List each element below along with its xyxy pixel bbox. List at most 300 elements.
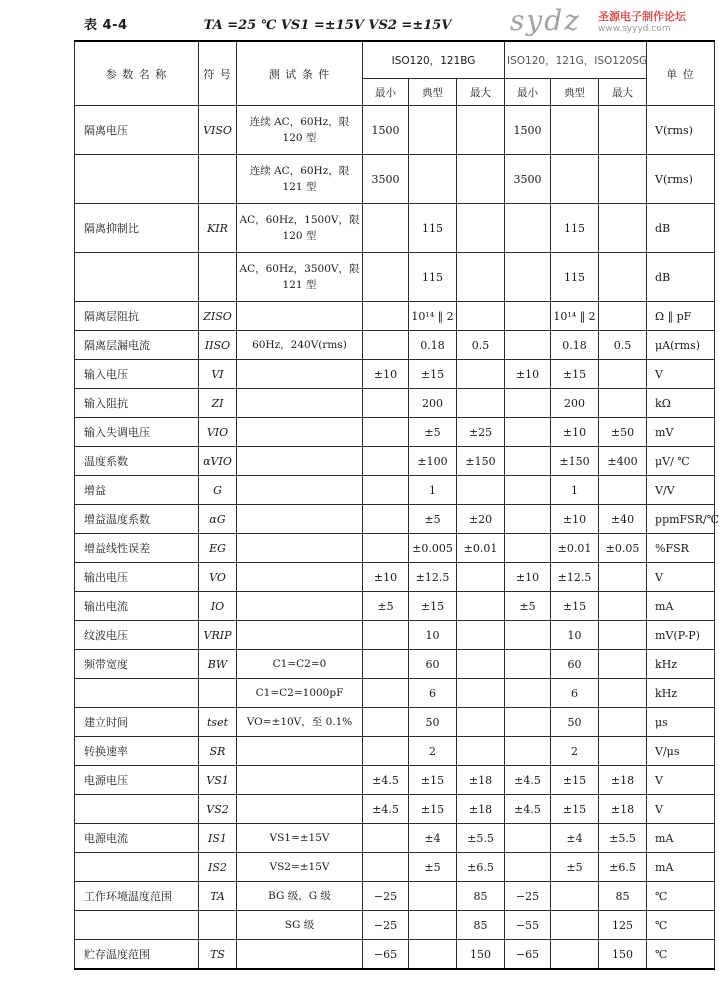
test-condition [237, 505, 363, 534]
value-cell [505, 708, 551, 737]
value-cell: ±5 [409, 853, 457, 882]
unit: mA [647, 592, 715, 621]
symbol: VIO [199, 418, 237, 447]
table-row [75, 882, 715, 911]
value-cell: ±20 [457, 505, 505, 534]
value-cell: ±5.5 [599, 824, 647, 853]
value-cell [363, 331, 409, 360]
param-name: 频带宽度 [75, 650, 199, 679]
table-row [75, 155, 715, 204]
unit: V [647, 360, 715, 389]
header-param: 参 数 名 称 [75, 41, 199, 106]
param-name [75, 911, 199, 940]
value-cell [363, 824, 409, 853]
header-unit: 单 位 [647, 41, 715, 106]
value-cell: ±15 [551, 360, 599, 389]
symbol: VS2 [199, 795, 237, 824]
symbol [199, 679, 237, 708]
symbol: VS1 [199, 766, 237, 795]
test-condition: 60Hz，240V(rms) [237, 331, 363, 360]
value-cell [363, 204, 409, 253]
symbol: TA [199, 882, 237, 911]
value-cell: 0.5 [457, 331, 505, 360]
value-cell: ±4 [409, 824, 457, 853]
header-max: 最大 [599, 79, 647, 106]
table-row [75, 563, 715, 592]
value-cell: 150 [457, 940, 505, 970]
value-cell: ±18 [457, 766, 505, 795]
value-cell: ±10 [363, 563, 409, 592]
value-cell: ±25 [457, 418, 505, 447]
value-cell: 1 [409, 476, 457, 505]
value-cell: −25 [363, 882, 409, 911]
symbol: VI [199, 360, 237, 389]
param-name [75, 155, 199, 204]
test-condition [237, 389, 363, 418]
unit: ℃ [647, 911, 715, 940]
table-row [75, 737, 715, 766]
value-cell: ±12.5 [551, 563, 599, 592]
value-cell: 85 [457, 911, 505, 940]
value-cell: 50 [551, 708, 599, 737]
value-cell [363, 853, 409, 882]
watermark [470, 6, 705, 40]
value-cell [457, 650, 505, 679]
table-row [75, 911, 715, 940]
value-cell: ±5 [409, 418, 457, 447]
header-test-cond: 测 试 条 件 [237, 41, 363, 106]
unit: μV/ ℃ [647, 447, 715, 476]
header-row [75, 41, 715, 79]
value-cell [505, 621, 551, 650]
value-cell [457, 360, 505, 389]
unit: V [647, 563, 715, 592]
value-cell: 10 [409, 621, 457, 650]
symbol: G [199, 476, 237, 505]
value-cell [363, 476, 409, 505]
value-cell [505, 505, 551, 534]
value-cell: −25 [363, 911, 409, 940]
unit: ℃ [647, 882, 715, 911]
unit: V/μs [647, 737, 715, 766]
value-cell: ±6.5 [599, 853, 647, 882]
value-cell [599, 302, 647, 331]
param-name: 建立时间 [75, 708, 199, 737]
table-row [75, 824, 715, 853]
symbol: VO [199, 563, 237, 592]
unit: mV [647, 418, 715, 447]
param-name: 贮存温度范围 [75, 940, 199, 970]
symbol: VRIP [199, 621, 237, 650]
header-max: 最大 [457, 79, 505, 106]
value-cell [599, 679, 647, 708]
value-cell: ±0.01 [457, 534, 505, 563]
param-name: 隔离电压 [75, 106, 199, 155]
unit: ppmFSR/℃ [647, 505, 715, 534]
value-cell [363, 447, 409, 476]
table-row [75, 418, 715, 447]
test-condition [237, 737, 363, 766]
value-cell [599, 106, 647, 155]
test-condition: AC，60Hz，1500V，限 120 型 [237, 204, 363, 253]
value-cell: 85 [599, 882, 647, 911]
param-name: 输入阻抗 [75, 389, 199, 418]
value-cell [551, 940, 599, 970]
value-cell: ±4.5 [363, 795, 409, 824]
value-cell: 200 [409, 389, 457, 418]
value-cell: −65 [505, 940, 551, 970]
test-condition [237, 563, 363, 592]
table-row [75, 621, 715, 650]
param-name: 隔离抑制比 [75, 204, 199, 253]
value-cell: −65 [363, 940, 409, 970]
value-cell: ±4.5 [363, 766, 409, 795]
unit: kHz [647, 650, 715, 679]
value-cell: ±50 [599, 418, 647, 447]
table-row [75, 302, 715, 331]
value-cell: ±4.5 [505, 795, 551, 824]
symbol: BW [199, 650, 237, 679]
value-cell [505, 737, 551, 766]
symbol: EG [199, 534, 237, 563]
unit: kHz [647, 679, 715, 708]
value-cell: ±150 [457, 447, 505, 476]
unit: V [647, 795, 715, 824]
test-condition [237, 534, 363, 563]
table-row [75, 253, 715, 302]
param-name: 输出电压 [75, 563, 199, 592]
value-cell [363, 253, 409, 302]
unit: kΩ [647, 389, 715, 418]
value-cell [599, 360, 647, 389]
value-cell [505, 331, 551, 360]
unit: V [647, 766, 715, 795]
param-name: 工作环境温度范围 [75, 882, 199, 911]
unit: mV(P-P) [647, 621, 715, 650]
value-cell: 0.5 [599, 331, 647, 360]
value-cell [505, 853, 551, 882]
watermark-logo: sydz [510, 4, 581, 37]
value-cell [505, 476, 551, 505]
table-row [75, 679, 715, 708]
value-cell [505, 389, 551, 418]
value-cell [505, 418, 551, 447]
param-name: 增益温度系数 [75, 505, 199, 534]
unit: dB [647, 204, 715, 253]
param-name: 输入失调电压 [75, 418, 199, 447]
test-conditions: TA =25 ℃ VS1 =±15V VS2 =±15V [203, 18, 452, 33]
value-cell: 85 [457, 882, 505, 911]
value-cell [599, 563, 647, 592]
value-cell [505, 824, 551, 853]
value-cell: −25 [505, 882, 551, 911]
value-cell [505, 302, 551, 331]
value-cell: 2 [409, 737, 457, 766]
value-cell [599, 204, 647, 253]
value-cell: ±10 [551, 505, 599, 534]
value-cell [599, 592, 647, 621]
value-cell [551, 911, 599, 940]
value-cell: 125 [599, 911, 647, 940]
value-cell: ±0.01 [551, 534, 599, 563]
value-cell: ±18 [599, 795, 647, 824]
value-cell [599, 708, 647, 737]
value-cell: 1500 [363, 106, 409, 155]
test-condition: C1=C2=1000pF [237, 679, 363, 708]
value-cell: 6 [551, 679, 599, 708]
test-condition [237, 418, 363, 447]
test-condition: VS1=±15V [237, 824, 363, 853]
param-name: 输入电压 [75, 360, 199, 389]
symbol: IS1 [199, 824, 237, 853]
param-name: 隔离层阻抗 [75, 302, 199, 331]
symbol: αVIO [199, 447, 237, 476]
table-row [75, 447, 715, 476]
test-condition [237, 592, 363, 621]
value-cell [457, 106, 505, 155]
table-number: 表 4-4 [84, 18, 128, 33]
value-cell [505, 534, 551, 563]
value-cell: ±6.5 [457, 853, 505, 882]
table-row [75, 766, 715, 795]
value-cell [363, 389, 409, 418]
test-condition [237, 621, 363, 650]
value-cell [409, 911, 457, 940]
table-row [75, 795, 715, 824]
value-cell [551, 882, 599, 911]
symbol [199, 155, 237, 204]
value-cell [409, 155, 457, 204]
value-cell: 2 [551, 737, 599, 766]
table-row [75, 505, 715, 534]
value-cell: ±10 [505, 360, 551, 389]
header-group1: ISO120，121BG [363, 41, 505, 79]
value-cell: 1500 [505, 106, 551, 155]
param-name: 转换速率 [75, 737, 199, 766]
value-cell [363, 679, 409, 708]
value-cell [457, 476, 505, 505]
value-cell: 6 [409, 679, 457, 708]
value-cell: ±10 [505, 563, 551, 592]
value-cell: ±5 [505, 592, 551, 621]
value-cell [599, 476, 647, 505]
test-condition: VO=±10V，至 0.1% [237, 708, 363, 737]
value-cell: ±5.5 [457, 824, 505, 853]
value-cell: ±10 [363, 360, 409, 389]
value-cell: 10¹⁴ ‖ 2 [409, 302, 457, 331]
table-row [75, 708, 715, 737]
value-cell [505, 447, 551, 476]
watermark-title: 圣源电子制作论坛 [598, 10, 686, 23]
header-min: 最小 [505, 79, 551, 106]
value-cell: −55 [505, 911, 551, 940]
value-cell [457, 563, 505, 592]
unit: dB [647, 253, 715, 302]
value-cell [363, 302, 409, 331]
param-name [75, 679, 199, 708]
value-cell: ±12.5 [409, 563, 457, 592]
value-cell: ±5 [409, 505, 457, 534]
table-row [75, 331, 715, 360]
value-cell: 3500 [363, 155, 409, 204]
unit: ℃ [647, 940, 715, 970]
unit: mA [647, 824, 715, 853]
test-condition: BG 级，G 级 [237, 882, 363, 911]
value-cell [363, 621, 409, 650]
value-cell [363, 534, 409, 563]
param-name: 温度系数 [75, 447, 199, 476]
symbol: IS2 [199, 853, 237, 882]
param-name [75, 853, 199, 882]
value-cell [457, 204, 505, 253]
header-group2: ISO120，121G，ISO120SG [505, 41, 647, 79]
value-cell [505, 204, 551, 253]
value-cell: ±15 [409, 592, 457, 621]
unit: Ω ‖ pF [647, 302, 715, 331]
unit: %FSR [647, 534, 715, 563]
value-cell: 200 [551, 389, 599, 418]
value-cell: 10 [551, 621, 599, 650]
param-name: 纹波电压 [75, 621, 199, 650]
value-cell: ±5 [363, 592, 409, 621]
table-row [75, 940, 715, 970]
test-condition: AC，60Hz，3500V，限 121 型 [237, 253, 363, 302]
value-cell: 115 [551, 204, 599, 253]
table-row [75, 106, 715, 155]
value-cell: 115 [551, 253, 599, 302]
value-cell [409, 882, 457, 911]
table-row [75, 360, 715, 389]
table-row [75, 650, 715, 679]
value-cell: ±15 [551, 795, 599, 824]
value-cell: 60 [409, 650, 457, 679]
value-cell: ±15 [409, 360, 457, 389]
param-name: 增益线性误差 [75, 534, 199, 563]
value-cell: 0.18 [409, 331, 457, 360]
value-cell: ±10 [551, 418, 599, 447]
value-cell: ±0.005 [409, 534, 457, 563]
value-cell [363, 505, 409, 534]
param-name: 隔离层漏电流 [75, 331, 199, 360]
value-cell [505, 679, 551, 708]
value-cell [363, 418, 409, 447]
value-cell: ±18 [457, 795, 505, 824]
value-cell: ±18 [599, 766, 647, 795]
value-cell [457, 708, 505, 737]
value-cell [457, 302, 505, 331]
header-typ: 典型 [409, 79, 457, 106]
test-condition [237, 302, 363, 331]
value-cell: ±15 [551, 766, 599, 795]
value-cell [457, 679, 505, 708]
param-name [75, 795, 199, 824]
value-cell: ±400 [599, 447, 647, 476]
table-row [75, 204, 715, 253]
table-row [75, 534, 715, 563]
value-cell: 50 [409, 708, 457, 737]
test-condition: C1=C2=0 [237, 650, 363, 679]
value-cell [363, 650, 409, 679]
param-name: 电源电流 [75, 824, 199, 853]
header-symbol: 符 号 [199, 41, 237, 106]
value-cell: ±150 [551, 447, 599, 476]
table-row [75, 853, 715, 882]
value-cell [457, 253, 505, 302]
value-cell [363, 708, 409, 737]
symbol: ZISO [199, 302, 237, 331]
param-name [75, 253, 199, 302]
value-cell [599, 737, 647, 766]
value-cell: ±100 [409, 447, 457, 476]
value-cell [457, 389, 505, 418]
value-cell: 1 [551, 476, 599, 505]
value-cell [599, 650, 647, 679]
table-row [75, 476, 715, 505]
unit: μs [647, 708, 715, 737]
value-cell [599, 389, 647, 418]
unit: V/V [647, 476, 715, 505]
symbol: SR [199, 737, 237, 766]
test-condition: 连续 AC，60Hz，限 121 型 [237, 155, 363, 204]
value-cell: 10¹⁴ ‖ 2 [551, 302, 599, 331]
spec-table [74, 40, 719, 970]
value-cell: 115 [409, 204, 457, 253]
watermark-url: www.syyyd.com [598, 24, 671, 34]
header-min: 最小 [363, 79, 409, 106]
value-cell [409, 940, 457, 970]
test-condition [237, 795, 363, 824]
symbol: TS [199, 940, 237, 970]
value-cell: ±40 [599, 505, 647, 534]
test-condition: SG 级 [237, 911, 363, 940]
value-cell: ±15 [551, 592, 599, 621]
value-cell [599, 621, 647, 650]
unit: mA [647, 853, 715, 882]
value-cell [457, 621, 505, 650]
test-condition: 连续 AC，60Hz，限 120 型 [237, 106, 363, 155]
header-typ: 典型 [551, 79, 599, 106]
symbol [199, 253, 237, 302]
symbol: KIR [199, 204, 237, 253]
table-caption [84, 14, 451, 38]
test-condition [237, 360, 363, 389]
value-cell [505, 253, 551, 302]
value-cell: 150 [599, 940, 647, 970]
value-cell [363, 737, 409, 766]
value-cell [457, 155, 505, 204]
test-condition [237, 447, 363, 476]
test-condition [237, 940, 363, 970]
symbol: IISO [199, 331, 237, 360]
symbol [199, 911, 237, 940]
unit: V(rms) [647, 106, 715, 155]
value-cell: ±5 [551, 853, 599, 882]
value-cell [551, 155, 599, 204]
test-condition: VS2=±15V [237, 853, 363, 882]
value-cell: ±15 [409, 766, 457, 795]
value-cell: 60 [551, 650, 599, 679]
unit: V(rms) [647, 155, 715, 204]
value-cell: 3500 [505, 155, 551, 204]
value-cell: ±0.05 [599, 534, 647, 563]
value-cell: ±15 [409, 795, 457, 824]
value-cell: ±4.5 [505, 766, 551, 795]
value-cell [551, 106, 599, 155]
symbol: IO [199, 592, 237, 621]
value-cell: 0.18 [551, 331, 599, 360]
symbol: tset [199, 708, 237, 737]
param-name: 输出电流 [75, 592, 199, 621]
